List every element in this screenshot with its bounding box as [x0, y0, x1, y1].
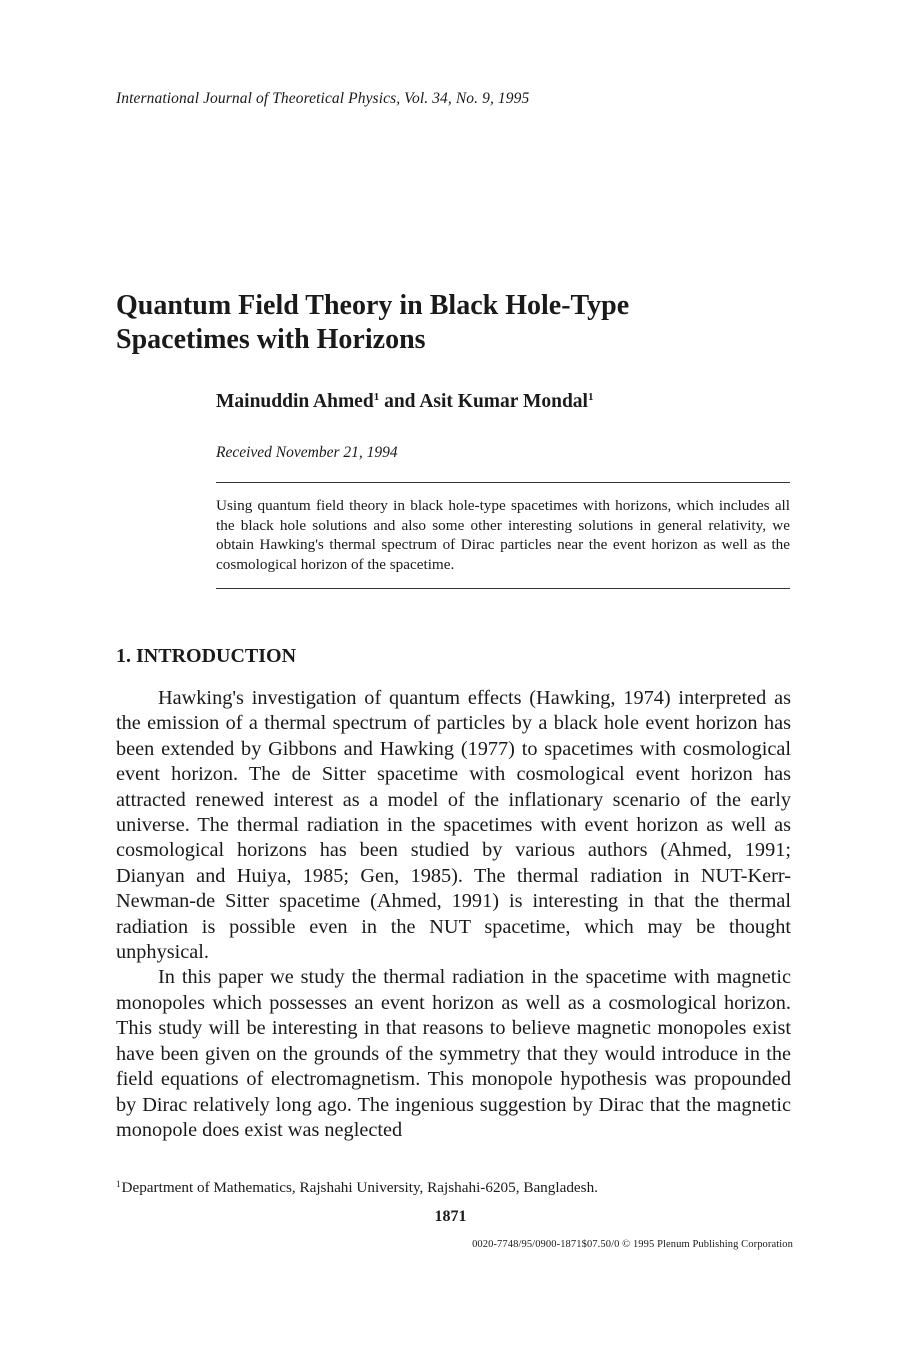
author-name: Mainuddin Ahmed: [216, 391, 374, 412]
affiliation-mark: 1: [373, 391, 380, 403]
footnote-mark: 1: [116, 1179, 121, 1189]
section-heading: 1. INTRODUCTION: [116, 645, 297, 667]
affiliation-mark: 1: [587, 391, 594, 403]
author-name: Asit Kumar Mondal: [419, 391, 588, 412]
page-number: 1871: [434, 1208, 467, 1225]
journal-citation: International Journal of Theoretical Physics, Vol. 34, No. 9, 1995: [116, 90, 530, 107]
author-separator: and: [379, 391, 420, 412]
section-body: [116, 686, 791, 1143]
title-line-2: Spacetimes with Horizons: [116, 324, 426, 355]
author-list: [216, 391, 593, 413]
paper-title: [116, 289, 816, 357]
abstract-rule-top: [216, 482, 790, 483]
footnote-text: Department of Mathematics, Rajshahi University, Rajshahi-6205, Bangladesh.: [121, 1179, 598, 1196]
title-line-1: Quantum Field Theory in Black Hole-Type: [116, 290, 630, 321]
footnote: [116, 1179, 598, 1197]
paragraph: Hawking's investigation of quantum effects (Hawking, 1974) interpreted as the emission of a thermal spectrum of particles by a black hole event horizon has been extended by Gibbons and Hawking (1977) to spacetimes with cosmological event horizon. The de Sitter spacetime with cosmological event horizon has attracted renewed interest as a model of the inflationary scenario of the early universe. The thermal radiation in the spacetimes with event horizon as well as cosmological horizons has been studied by various authors (Ahmed, 1991; Dianyan and Huiya, 1985; Gen, 1985). The thermal radiation in NUT-Kerr-Newman-de Sitter spacetime (Ahmed, 1991) is interesting in that the thermal radiation is possible even in the NUT spacetime, which may be thought unphysical.: [116, 687, 791, 964]
abstract: Using quantum field theory in black hole-type spacetimes with horizons, which includes all the black hole solutions and also some other interesting solutions in general relativity, we obtain Hawking's thermal spectrum of Dirac particles near the event horizon as well as the cosmological horizon of the spacetime.: [216, 497, 790, 573]
copyright-line: 0020-7748/95/0900-1871$07.50/0 © 1995 Plenum Publishing Corporation: [472, 1239, 793, 1250]
paragraph: In this paper we study the thermal radiation in the spacetime with magnetic monopoles which possesses an event horizon as well as a cosmological horizon. This study will be interesting in that reasons to believe magnetic monopoles exist have been given on the grounds of the symmetry that they would introduce in the field equations of electromagnetism. This monopole hypothesis was propounded by Dirac relatively long ago. The ingenious suggestion by Dirac that the magnetic monopole does exist was neglected: [116, 966, 791, 1141]
received-date: Received November 21, 1994: [216, 444, 398, 461]
abstract-rule-bottom: [216, 588, 790, 589]
